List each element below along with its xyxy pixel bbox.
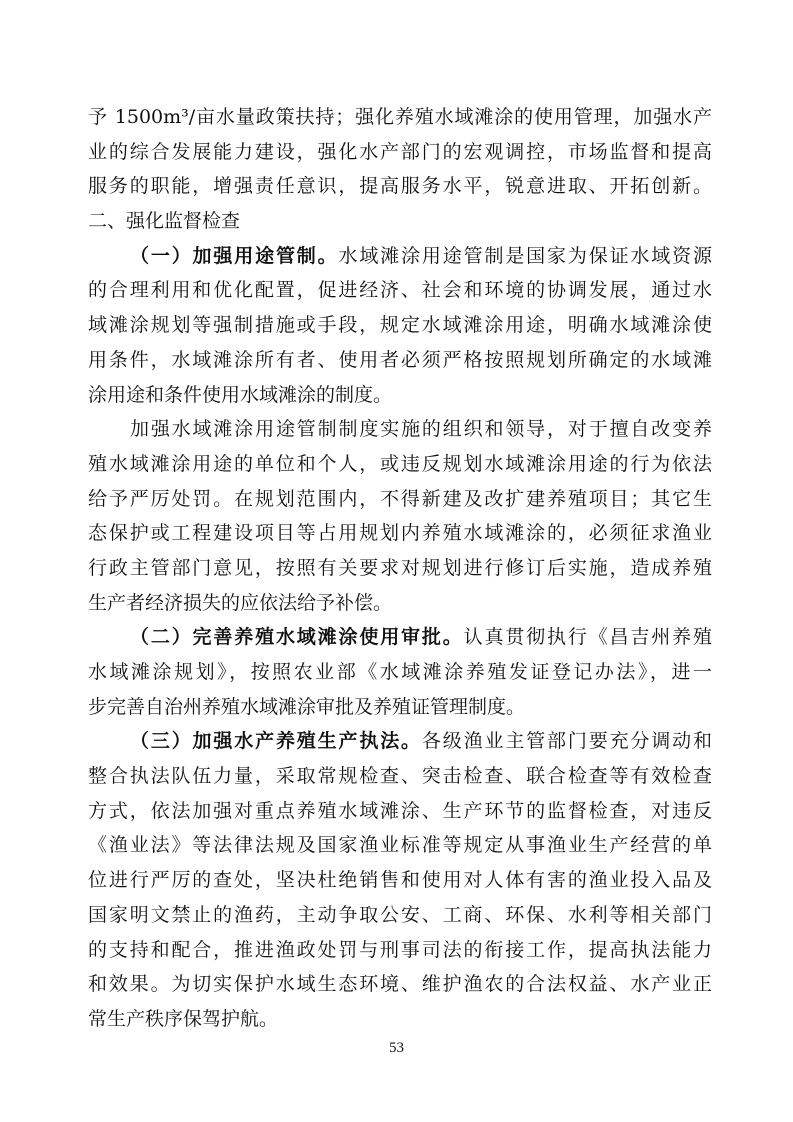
paragraph-text: 水域滩涂用途管制是国家为保证水域资源 xyxy=(338,244,712,267)
body-line: 行政主管部门意见，按照有关要求对规划进行修订后实施，造成养殖 xyxy=(88,556,712,579)
paragraph-first-line xyxy=(88,239,712,274)
body-line: 殖水域滩涂用途的单位和个人，或违反规划水域滩涂用途的行为依法 xyxy=(88,452,712,475)
body-line: 给予严厉处罚。在规划范围内，不得新建及改扩建养殖项目；其它生 xyxy=(88,487,712,510)
body-line: 用条件，水域滩涂所有者、使用者必须严格按照规划所确定的水域滩 xyxy=(88,348,712,371)
subsection-heading: （二）完善养殖水域滩涂使用审批。 xyxy=(130,626,464,649)
body-line: 方式，依法加强对重点养殖水域滩涂、生产环节的监督检查，对违反 xyxy=(88,799,712,822)
body-line: 涂用途和条件使用水域滩涂的制度。 xyxy=(88,383,393,406)
body-line: 和效果。为切实保护水域生态环境、维护渔农的合法权益、水产业正 xyxy=(88,973,712,996)
paragraph-first-line xyxy=(88,620,712,655)
body-line: 位进行严厉的查处，坚决杜绝销售和使用对人体有害的渔业投入品及 xyxy=(88,869,712,892)
body-line: 常生产秩序保驾护航。 xyxy=(88,1007,279,1030)
subsection-heading: （一）加强用途管制。 xyxy=(130,244,339,267)
document-body xyxy=(88,100,712,1037)
body-line: 《渔业法》等法律法规及国家渔业标准等规定从事渔业生产经营的单 xyxy=(88,834,712,857)
body-line: 的支持和配合，推进渔政处罚与刑事司法的衔接工作，提高执法能力 xyxy=(88,938,712,961)
body-line: 服务的职能，增强责任意识，提高服务水平，锐意进取、开拓创新。 xyxy=(88,175,712,198)
paragraph-text: 各级渔业主管部门要充分调动和 xyxy=(421,730,712,753)
body-line: 整合执法队伍力量，采取常规检查、突击检查、联合检查等有效检查 xyxy=(88,765,712,788)
body-line: 予 1500m³/亩水量政策扶持；强化养殖水域滩涂的使用管理，加强水产 xyxy=(88,106,712,128)
section-heading: 二、强化监督检查 xyxy=(88,210,241,233)
body-line: 生产者经济损失的应依法给予补偿。 xyxy=(88,591,393,614)
body-line: 域滩涂规划等强制措施或手段，规定水域滩涂用途，明确水域滩涂使 xyxy=(88,314,712,337)
paragraph-first-line xyxy=(88,724,712,759)
body-line: 步完善自治州养殖水域滩涂审批及养殖证管理制度。 xyxy=(88,695,526,718)
page-number: 53 xyxy=(389,1040,404,1056)
paragraph-text: 认真贯彻执行《昌吉州养殖 xyxy=(463,626,712,649)
body-line: 的合理利用和优化配置，促进经济、社会和环境的协调发展，通过水 xyxy=(88,279,712,302)
body-line: 加强水域滩涂用途管制制度实施的组织和领导，对于擅自改变养 xyxy=(130,418,712,441)
body-line: 态保护或工程建设项目等占用规划内养殖水域滩涂的，必须征求渔业 xyxy=(88,522,712,545)
body-line: 业的综合发展能力建设，强化水产部门的宏观调控，市场监督和提高 xyxy=(88,140,712,163)
subsection-heading: （三）加强水产养殖生产执法。 xyxy=(130,730,422,753)
body-line: 水域滩涂规划》，按照农业部《水域滩涂养殖发证登记办法》，进一 xyxy=(88,661,712,683)
body-line: 国家明文禁止的渔药，主动争取公安、工商、环保、水利等相关部门 xyxy=(88,903,712,926)
